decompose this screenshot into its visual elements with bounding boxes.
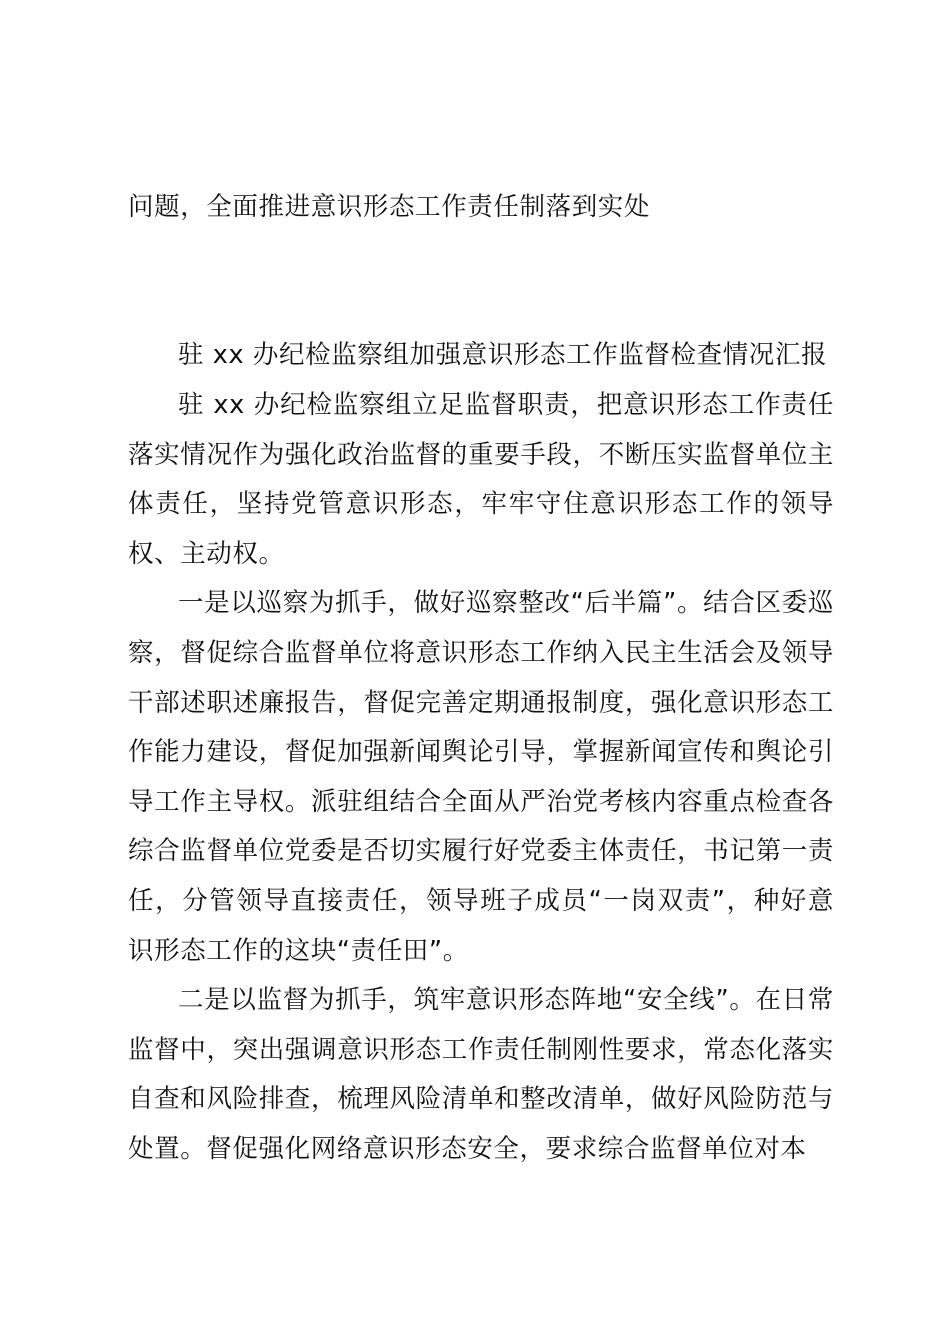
- paragraph-supervision: 二是以监督为抓手，筑牢意识形态阵地“安全线”。在日常监督中，突出强调意识形态工作责任制刚性要求，常态化落实自查和风险排查，梳理风险清单和整改清单，做好风险防范与处置。督促强化网络意识形态安全，要求综合监督单位对本: [128, 985, 834, 1164]
- paragraph-intro: 驻 xx 办纪检监察组立足监督职责，把意识形态工作责任落实情况作为强化政治监督的重要手段，不断压实监督单位主体责任，坚持党管意识形态，牢牢守住意识形态工作的领导权、主动权。: [128, 390, 834, 569]
- paragraph-inspection: 一是以巡察为抓手，做好巡察整改“后半篇”。结合区委巡察，督促综合监督单位将意识形态工作纳入民主生活会及领导干部述职述廉报告，督促完善定期通报制度，强化意识形态工作能力建设，督促加强新闻舆论引导，掌握新闻宣传和舆论引导工作主导权。派驻组结合全面从严治党考核内容重点检查各综合监督单位党委是否切实履行好党委主体责任，书记第一责任，分管领导直接责任，领导班子成员“一岗双责”，种好意识形态工作的这块“责任田”。: [128, 588, 834, 966]
- document-title: 驻 xx 办纪检监察组加强意识形态工作监督检查情况汇报: [178, 340, 828, 370]
- document-body: [128, 381, 834, 1175]
- continued-heading-line: 问题，全面推进意识形态工作责任制落到实处: [128, 192, 651, 222]
